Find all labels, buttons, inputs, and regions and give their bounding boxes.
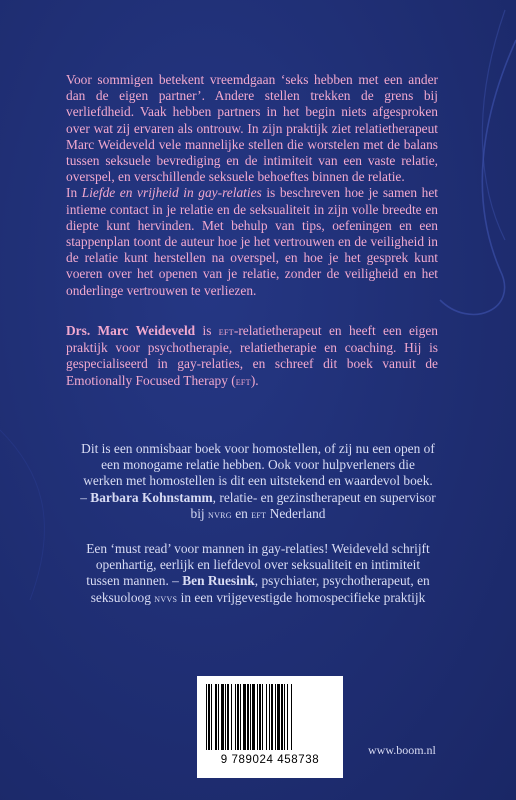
blurb-text (66, 72, 438, 299)
author-eft-2: eft (235, 375, 251, 388)
author-bio-t1: is (195, 323, 219, 338)
author-bio-t3: ). (250, 372, 259, 388)
book-title: Liefde en vrijheid in gay-relaties (81, 185, 262, 201)
quote1-end: Nederland (266, 505, 326, 521)
quote2-end: in een vrijgevestigde homospecifieke praktijk (177, 589, 426, 605)
barcode-bars (205, 684, 335, 750)
blurb-p2-rest: is beschreven hoe je samen het intieme contact in je relatie en de seksualiteit in zijn volle breedte en diepte kunt hervinden. Met behulp van tips, oefeningen en een stappenplan toont de auteur hoe je het vertrouwen en de veiligheid in de relatie kunt herstellen na overspel, en hoe je het gesprek kunt voeren over het openen van je relatie, zonder de veiligheid en het onderlinge vertrouwen te verliezen. (66, 185, 438, 298)
quote2-name: Ben Ruesink (182, 573, 255, 589)
quote1-text: Dit is een onmisbaar boek voor homostellen, of zij nu een open of een monogame relatie hebben. Ook voor hulpverleners die werken met homostellen is dit een uitstekend en waardevol boek. – (80, 441, 435, 505)
author-bio (66, 323, 438, 390)
quote1-en: en (231, 505, 252, 521)
isbn-number: 9 789024 458738 (220, 754, 320, 766)
blurb-paragraph-1: Voor sommigen betekent vreemdgaan ‘seks hebben met een ander dan de eigen partner’. Andere stellen trekken de grens bij verliefdheid. Vaak hebben partners in het begin niets afgesproken over wat zij ervaren als ontrouw. In zijn praktijk ziet relatietherapeut Marc Weideveld vele mannelijke stellen die worstelen met de balans tussen seksuele bevrediging en de intimiteit van een vaste relatie, overspel, en verschillende seksuele behoeftes binnen de relatie. (66, 72, 438, 185)
quote1-org2: eft (251, 508, 267, 521)
blurb-p2-prefix: In (66, 185, 82, 201)
quote1-name: Barbara Kohnstamm (90, 489, 213, 505)
author-name: Drs. Marc Weideveld (66, 323, 196, 338)
publisher-url: www.boom.nl (368, 743, 436, 757)
blurb-paragraph-2 (66, 185, 438, 298)
quote2-role: , psychiater, psychotherapeut, en seksuoloog (90, 573, 430, 605)
author-bio-t2: -relatietherapeut en heeft een eigen praktijk voor psychotherapie, relatietherapie en coaching. Hij is gespecialiseerd in gay-relaties, en schreef dit boek vanuit de Emotionally Focused Therapy ( (66, 323, 438, 388)
isbn-barcode (197, 676, 343, 778)
quote2-text: Een ‘must read’ voor mannen in gay-relaties! Weideveld schrijft openhartig, eerlijk en liefdevol over seksualiteit en intimiteit tussen mannen. – (86, 541, 430, 589)
endorsement-2 (80, 541, 436, 607)
quote2-org: nvvs (154, 592, 178, 605)
author-eft-1: eft (218, 326, 234, 338)
quote1-org1: nvrg (208, 508, 232, 521)
quote1-role: , relatie- en gezinstherapeut en supervisor bij (190, 489, 436, 521)
endorsement-1 (80, 441, 436, 523)
